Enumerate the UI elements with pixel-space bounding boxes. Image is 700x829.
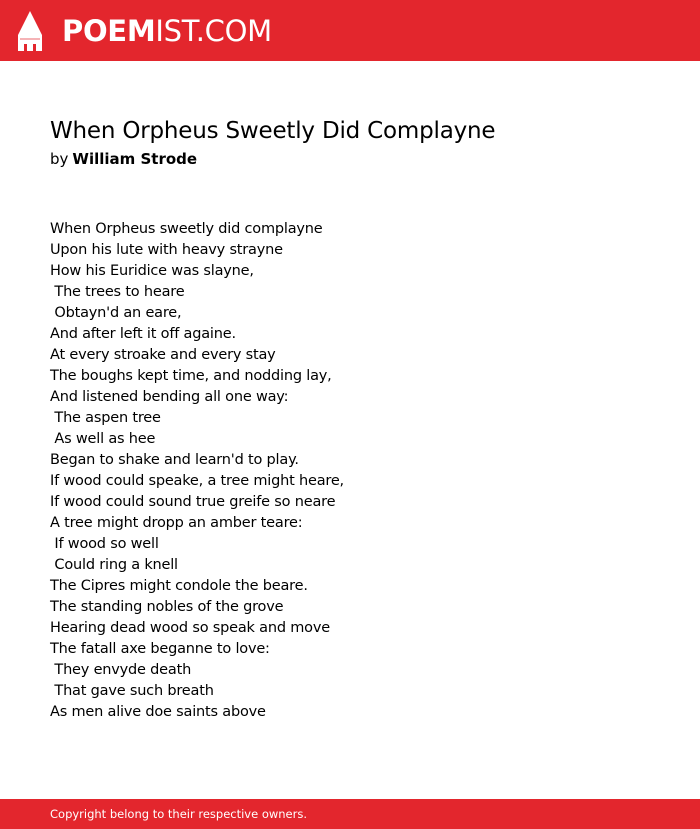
poem-line: As well as hee bbox=[50, 431, 156, 447]
poem-line: And after left it off againe. bbox=[50, 326, 236, 342]
poem-line: Could ring a knell bbox=[50, 557, 178, 573]
poem-line: A tree might dropp an amber teare: bbox=[50, 515, 303, 531]
copyright-notice: Copyright belong to their respective owners. bbox=[50, 807, 308, 821]
poem-line: Began to shake and learn'd to play. bbox=[50, 452, 299, 468]
poem-line: If wood could speake, a tree might heare, bbox=[50, 473, 344, 489]
poem-line: The boughs kept time, and nodding lay, bbox=[50, 368, 332, 384]
poem-line: Obtayn'd an eare, bbox=[50, 305, 182, 321]
poem-line: The fatall axe beganne to love: bbox=[50, 641, 270, 657]
site-logo[interactable] bbox=[62, 14, 272, 48]
poem-line: If wood could sound true greife so neare bbox=[50, 494, 336, 510]
pen-nib-icon[interactable] bbox=[18, 11, 42, 51]
poem-body bbox=[50, 219, 650, 723]
site-header bbox=[0, 0, 700, 61]
poem-line: If wood so well bbox=[50, 536, 159, 552]
poem-title: When Orpheus Sweetly Did Complayne bbox=[50, 118, 496, 144]
poem-line: Upon his lute with heavy strayne bbox=[50, 242, 283, 258]
poem-line: They envyde death bbox=[50, 662, 192, 678]
brand-name-light: IST.COM bbox=[155, 14, 272, 48]
byline bbox=[50, 149, 197, 169]
author-name[interactable]: William Strode bbox=[72, 150, 198, 168]
poem-line: As men alive doe saints above bbox=[50, 704, 266, 720]
poem-line: At every stroake and every stay bbox=[50, 347, 276, 363]
site-footer bbox=[0, 799, 700, 829]
poem-line: The aspen tree bbox=[50, 410, 161, 426]
poem-line: The Cipres might condole the beare. bbox=[50, 578, 308, 594]
poem-line: Hearing dead wood so speak and move bbox=[50, 620, 330, 636]
poem-line: That gave such breath bbox=[50, 683, 214, 699]
poem-line: How his Euridice was slayne, bbox=[50, 263, 254, 279]
by-label: by bbox=[50, 150, 69, 168]
poem-line: When Orpheus sweetly did complayne bbox=[50, 221, 323, 237]
poem-line: The standing nobles of the grove bbox=[50, 599, 284, 615]
poem-line: And listened bending all one way: bbox=[50, 389, 289, 405]
poem-line: The trees to heare bbox=[50, 284, 185, 300]
brand-name-bold: POEM bbox=[62, 14, 156, 48]
